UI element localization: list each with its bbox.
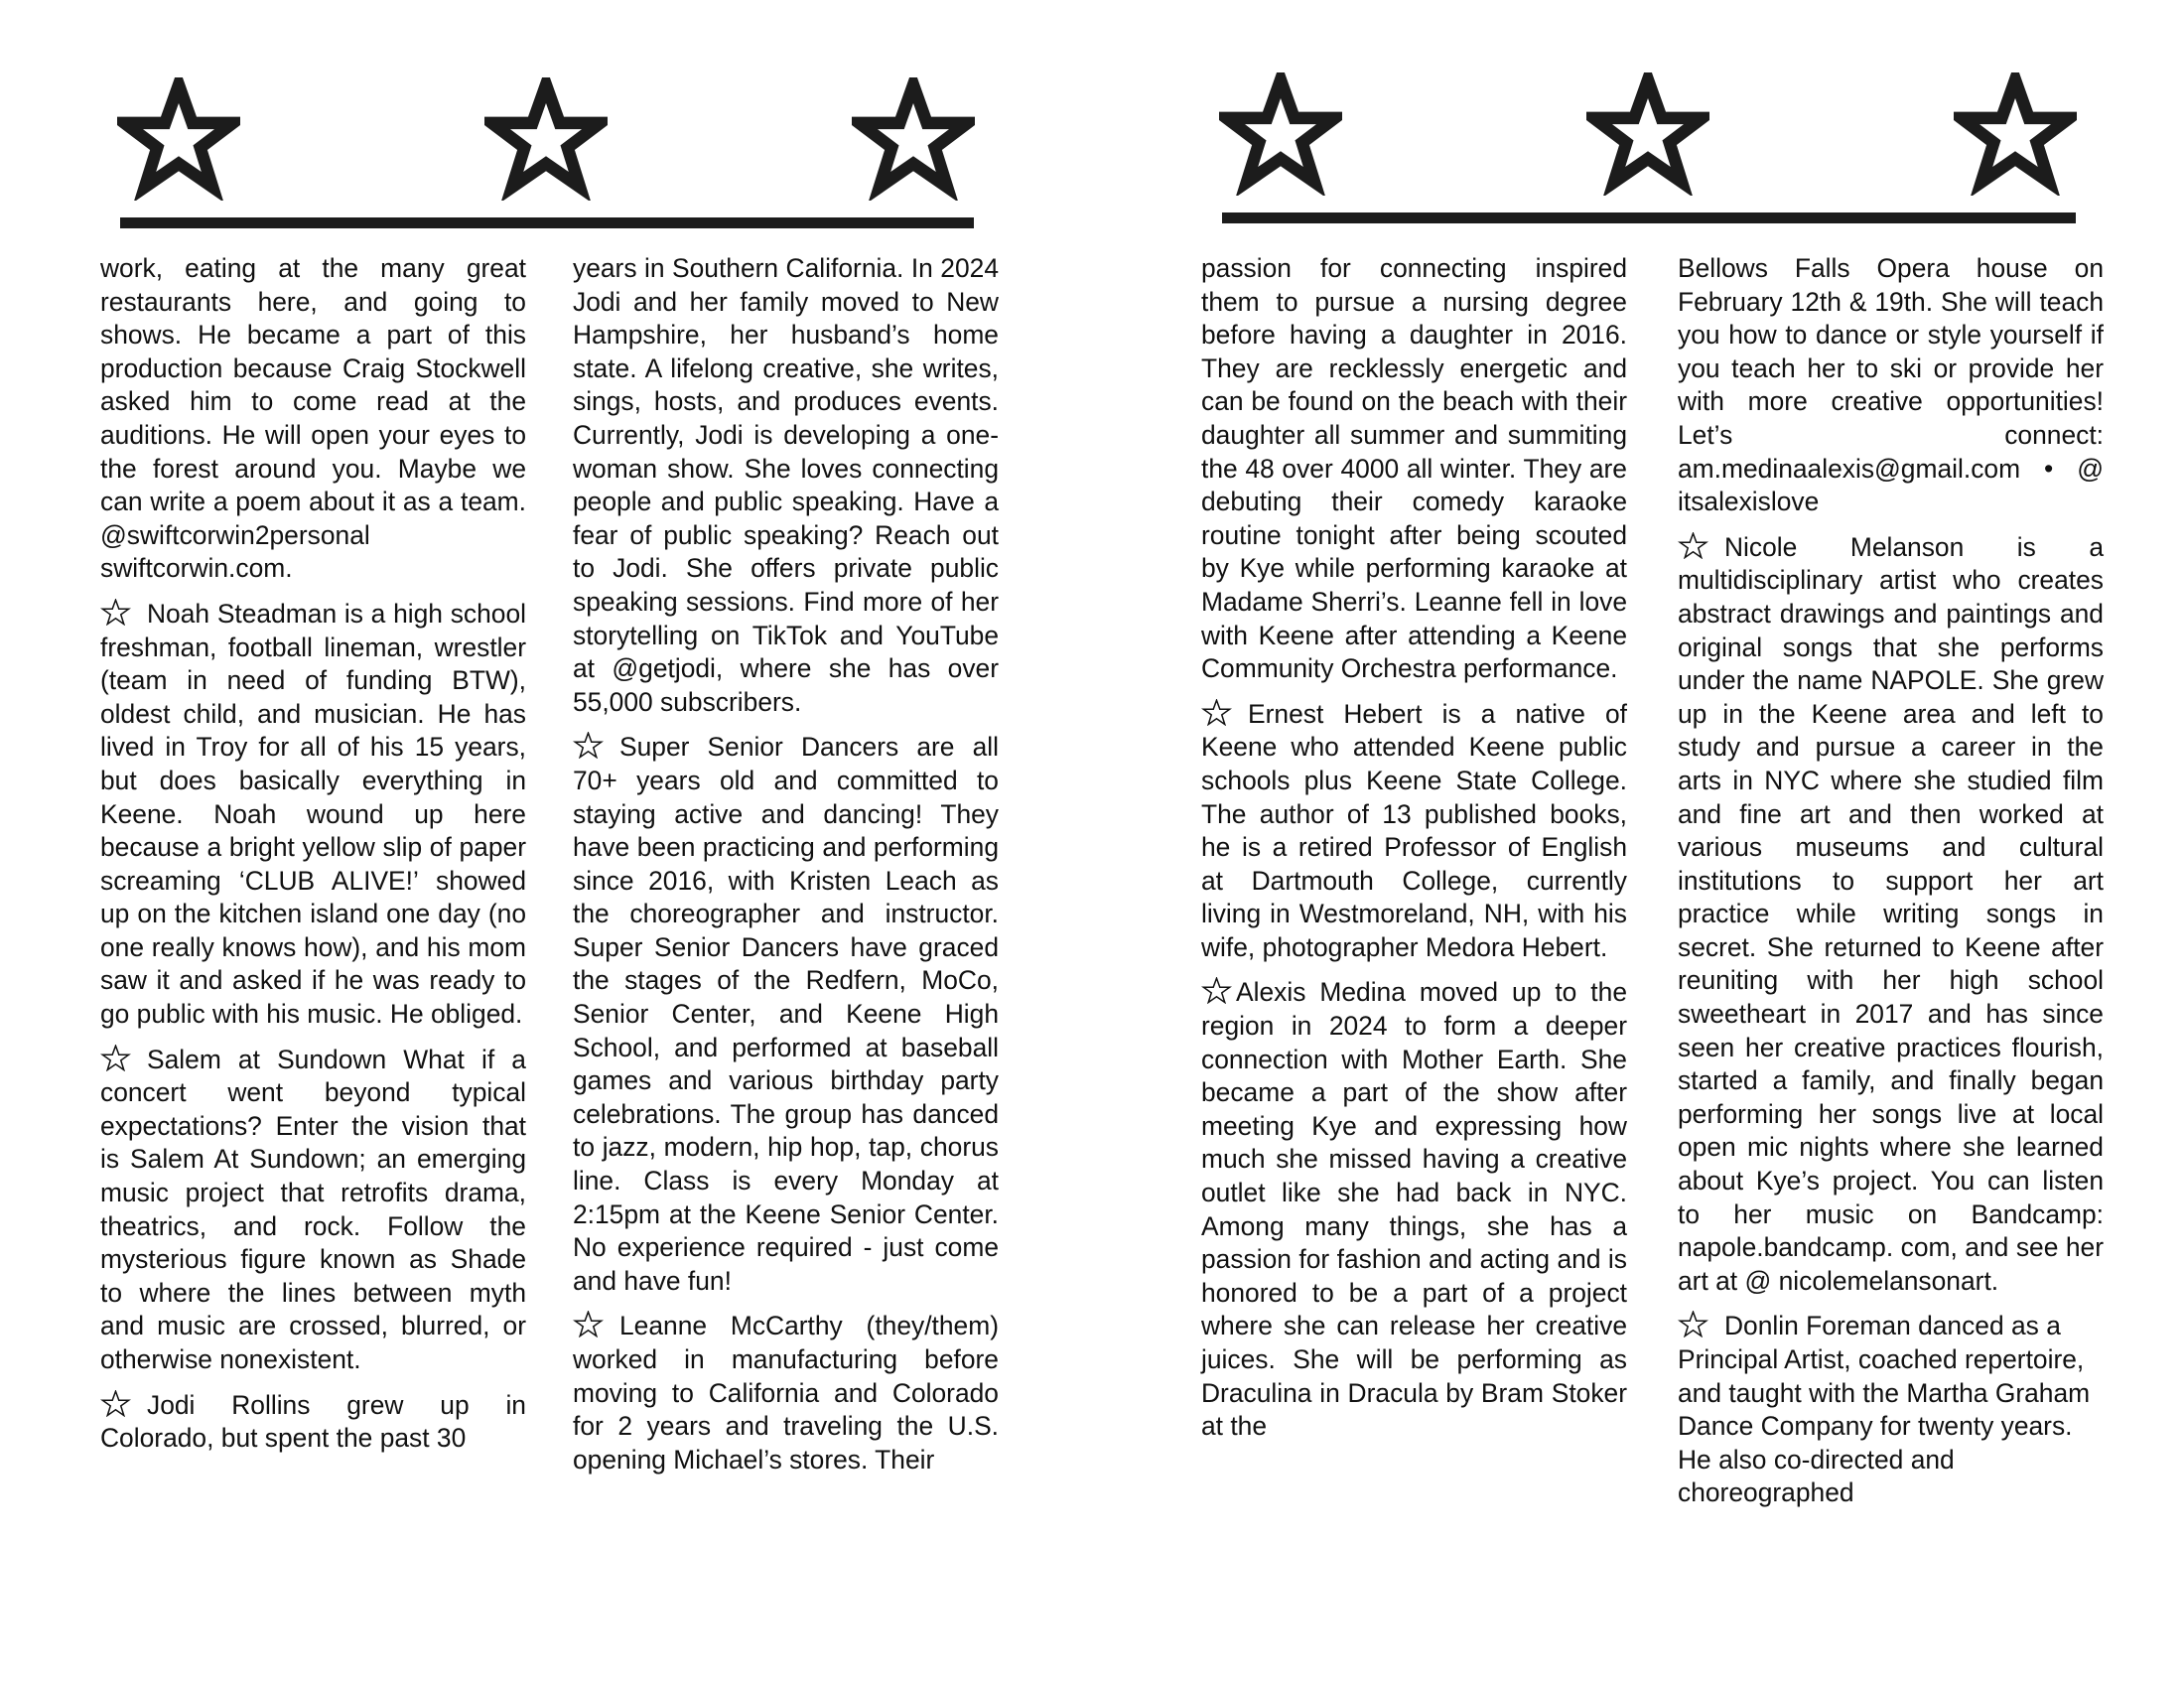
bio-paragraph: Bellows Falls Opera house on February 12th & 19th. She will teach you how to dance or style yourself if you teach her to ski or provide her with more creative opportunities! Let’s connect: am.medinaalexis@gmail.com • @ itsalexislove	[1678, 253, 2104, 517]
small-star-icon	[1678, 1311, 1708, 1337]
right-page	[1092, 0, 2184, 1688]
bio-paragraph: passion for connecting inspired them to pursue a nursing degree before having a daughter in 2016. They are recklessly energetic and can be found on the beach with their daughter all summer and summiting the 48 over 4000 all winter. They are debuting their comedy karaoke routine tonight after being scouted by Kye while performing karaoke at Madame Sherri’s. Leanne fell in love with Keene after attending a Keene Community Orchestra performance.	[1201, 253, 1627, 684]
bio-paragraph: Nicole Melanson is a multidisciplinary artist who creates abstract drawings and paintings and original songs that she performs under the name NAPOLE. She grew up in the Keene area and left to study and pursue a career in the arts in NYC where she studied film and fine art and then worked at various museums and cultural institutions to support her art practice while writing songs in secret. She returned to Keene after reuniting with her high school sweetheart in 2017 and has since seen her creative practices flourish, started a family, and finally began performing her songs live at local open mic nights where she learned about Kye’s project. You can listen to her music on Bandcamp: napole.bandcamp. com, and see her art at @ nicolemelansonart.	[1678, 531, 2104, 1296]
bio-paragraph: Jodi Rollins grew up in Colorado, but spent the past 30	[100, 1389, 526, 1454]
bio-paragraph: Donlin Foreman danced as a Principal Artist, coached repertoire, and taught with the Martha Graham Dance Company for twenty years. He also co-directed and choreographed	[1678, 1311, 2091, 1508]
column-2	[573, 252, 999, 1488]
small-star-icon	[1678, 532, 1708, 559]
small-star-icon	[1201, 699, 1232, 726]
bio-paragraph: Alexis Medina moved up to the region in 2024 to form a deeper connection with Mother Earth. She became a part of the show after meeting Kye and expressing how much she missed having a creative outlet like she had back in NYC. Among many things, she has a passion for fashion and acting and is honored to be a part of a project where she can release her creative juices. She will be performing as Draculina in Dracula by Bram Stoker at the	[1201, 977, 1627, 1442]
column-4	[1678, 252, 2104, 1522]
small-star-icon	[573, 732, 604, 759]
bio-paragraph: Leanne McCarthy (they/them) worked in manufacturing before moving to California and Colorado for 2 years and traveling the U.S. opening Michael’s stores. Their	[573, 1311, 999, 1475]
bio-paragraph: Salem at Sundown What if a concert went beyond typical expectations? Enter the vision that is Salem At Sundown; an emerging music project that retrofits drama, theatrics, and rock. Follow the mysterious figure known as Shade to where the lines between myth and music are crossed, blurred, or otherwise nonexistent.	[100, 1044, 526, 1374]
header-star-icon	[1586, 72, 1709, 196]
bio-paragraph: Ernest Hebert is a native of Keene who attended Keene public schools plus Keene State College. The author of 13 published books, he is a retired Professor of English at Dartmouth College, currently living in Westmoreland, NH, with his wife, photographer Medora Hebert.	[1201, 698, 1627, 962]
small-star-icon	[100, 599, 131, 626]
header-star-icon	[484, 77, 608, 201]
bio-paragraph: Super Senior Dancers are all 70+ years old and committed to staying active and dancing! They have been practicing and performing since 2016, with Kristen Leach as the choreographer and instructor. Super Senior Dancers have graced the stages of the Redfern, MoCo, Senior Center, and Keene High School, and performed at baseball games and various birthday party celebrations. The group has danced to jazz, modern, hip hop, tap, chorus line. Class is every Monday at 2:15pm at the Keene Senior Center. No experience required - just come and have fun!	[573, 732, 999, 1296]
column-1	[100, 252, 526, 1468]
bio-paragraph: years in Southern California. In 2024 Jodi and her family moved to New Hampshire, her husband’s home state. A lifelong creative, she writes, sings, hosts, and produces events. Currently, Jodi is developing a one-woman show. She loves connecting people and public speaking. Have a fear of public speaking? Reach out to Jodi. She offers private public speaking sessions. Find more of her storytelling on TikTok and YouTube at @getjodi, where she has over 55,000 subscribers.	[573, 253, 999, 717]
bio-paragraph: Noah Steadman is a high school freshman, football lineman, wrestler (team in need of funding BTW), oldest child, and musician. He has lived in Troy for all of his 15 years, but does basically everything in Keene. Noah wound up here because a bright yellow slip of paper screaming ‘CLUB ALIVE!’ showed up on the kitchen island one day (no one really knows how), and his mom saw it and asked if he was ready to go public with his music. He obliged.	[100, 598, 526, 1030]
small-star-icon	[573, 1311, 604, 1337]
small-star-icon	[1201, 977, 1232, 1004]
header-rule	[1222, 212, 2076, 223]
header-star-icon	[117, 77, 240, 201]
small-star-icon	[100, 1045, 131, 1071]
header-rule	[120, 217, 974, 228]
column-3	[1201, 252, 1627, 1456]
bio-paragraph: work, eating at the many great restaurants here, and going to shows. He became a part of this production because Craig Stockwell asked him to come read at the auditions. He will open your eyes to the forest around you. Maybe we can write a poem about it as a team. @swiftcorwin2personal swiftcorwin.com.	[100, 253, 526, 584]
header-star-icon	[852, 77, 975, 201]
small-star-icon	[100, 1390, 131, 1417]
header-star-icon	[1954, 72, 2077, 196]
header-star-icon	[1219, 72, 1342, 196]
